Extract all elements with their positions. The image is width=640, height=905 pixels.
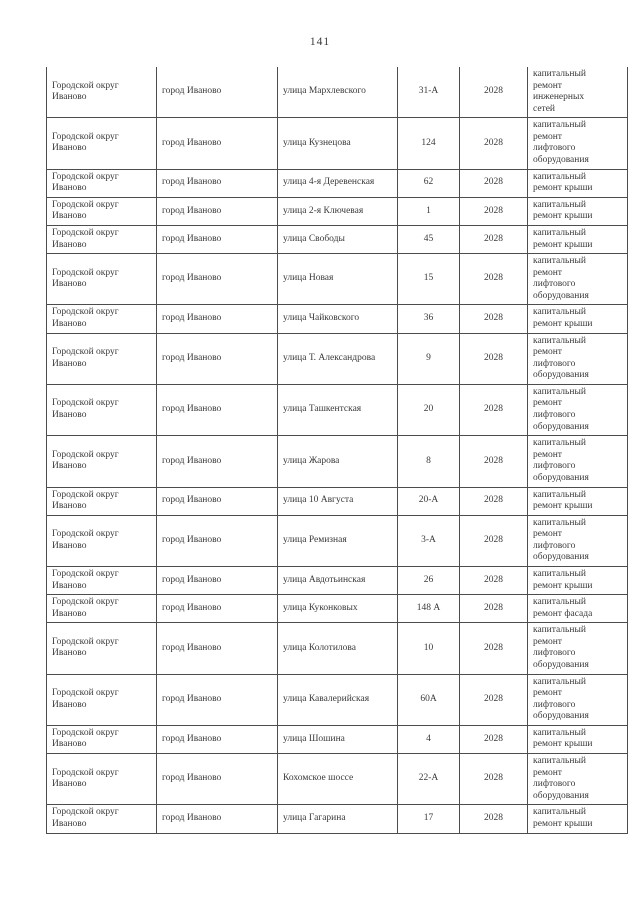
cell-street: улица Куконковых [278, 595, 398, 623]
work-text: капитальный ремонт лифтового оборудования [533, 335, 589, 381]
table-row [47, 333, 628, 384]
cell-year: 2028 [460, 254, 528, 305]
cell-work [528, 169, 628, 197]
cell-street: улица Чайковского [278, 305, 398, 333]
table-row [47, 805, 628, 833]
cell-district: Городской округ Иваново [47, 169, 157, 197]
cell-work [528, 118, 628, 169]
table-row [47, 566, 628, 594]
cell-city: город Иваново [157, 754, 278, 805]
cell-year: 2028 [460, 384, 528, 435]
cell-district: Городской округ Иваново [47, 725, 157, 753]
cell-city: город Иваново [157, 67, 278, 118]
cell-district: Городской округ Иваново [47, 623, 157, 674]
cell-district: Городской округ Иваново [47, 595, 157, 623]
cell-house: 36 [398, 305, 460, 333]
cell-year: 2028 [460, 623, 528, 674]
work-text: капитальный ремонт лифтового оборудования [533, 386, 589, 432]
cell-house: 9 [398, 333, 460, 384]
cell-work [528, 254, 628, 305]
cell-house: 124 [398, 118, 460, 169]
cell-street: улица Авдотьинская [278, 566, 398, 594]
table-row [47, 118, 628, 169]
cell-year: 2028 [460, 436, 528, 487]
work-text: капитальный ремонт крыши [533, 489, 593, 512]
cell-city: город Иваново [157, 333, 278, 384]
cell-year: 2028 [460, 333, 528, 384]
cell-city: город Иваново [157, 225, 278, 253]
repair-plan-table [46, 67, 628, 834]
cell-year: 2028 [460, 805, 528, 833]
cell-street: улица Свободы [278, 225, 398, 253]
table-row [47, 754, 628, 805]
cell-year: 2028 [460, 118, 528, 169]
cell-house: 22-А [398, 754, 460, 805]
work-text: капитальный ремонт крыши [533, 807, 593, 829]
table-row [47, 197, 628, 225]
cell-street: Кохомское шоссе [278, 754, 398, 805]
table-row [47, 725, 628, 753]
cell-work [528, 67, 628, 118]
cell-house: 31-А [398, 67, 460, 118]
cell-street: улица Колотилова [278, 623, 398, 674]
cell-house: 8 [398, 436, 460, 487]
cell-city: город Иваново [157, 118, 278, 169]
cell-house: 3-А [398, 515, 460, 566]
cell-district: Городской округ Иваново [47, 674, 157, 725]
table-row [47, 674, 628, 725]
table-row [47, 623, 628, 674]
cell-year: 2028 [460, 515, 528, 566]
cell-work [528, 595, 628, 623]
table-row [47, 67, 628, 118]
work-text: капитальный ремонт инженерных сетей [533, 69, 586, 114]
cell-street: улица Кавалерийская [278, 674, 398, 725]
cell-city: город Иваново [157, 566, 278, 594]
cell-work [528, 333, 628, 384]
cell-city: город Иваново [157, 805, 278, 833]
table-row [47, 384, 628, 435]
cell-district: Городской округ Иваново [47, 384, 157, 435]
cell-house: 4 [398, 725, 460, 753]
cell-house: 10 [398, 623, 460, 674]
cell-work [528, 725, 628, 753]
cell-work [528, 487, 628, 515]
cell-city: город Иваново [157, 169, 278, 197]
work-text: капитальный ремонт лифтового оборудования [533, 256, 589, 301]
cell-work [528, 515, 628, 566]
cell-city: город Иваново [157, 623, 278, 674]
table-row [47, 225, 628, 253]
cell-city: город Иваново [157, 725, 278, 753]
cell-house: 20 [398, 384, 460, 435]
cell-district: Городской округ Иваново [47, 225, 157, 253]
cell-work [528, 384, 628, 435]
table-row [47, 487, 628, 515]
work-text: капитальный ремонт крыши [533, 227, 593, 250]
work-text: капитальный ремонт лифтового оборудования [533, 517, 589, 563]
cell-district: Городской округ Иваново [47, 754, 157, 805]
work-text: капитальный ремонт лифтового оборудования [533, 676, 589, 722]
cell-street: улица Ремизная [278, 515, 398, 566]
cell-year: 2028 [460, 674, 528, 725]
work-text: капитальный ремонт крыши [533, 727, 593, 750]
cell-year: 2028 [460, 725, 528, 753]
cell-city: город Иваново [157, 515, 278, 566]
cell-year: 2028 [460, 225, 528, 253]
cell-year: 2028 [460, 595, 528, 623]
cell-city: город Иваново [157, 305, 278, 333]
cell-district: Городской округ Иваново [47, 566, 157, 594]
cell-city: город Иваново [157, 436, 278, 487]
cell-district: Городской округ Иваново [47, 436, 157, 487]
cell-district: Городской округ Иваново [47, 118, 157, 169]
cell-street: улица Т. Александрова [278, 333, 398, 384]
cell-year: 2028 [460, 197, 528, 225]
cell-work [528, 754, 628, 805]
work-text: капитальный ремонт лифтового оборудования [533, 756, 589, 801]
cell-work [528, 436, 628, 487]
work-text: капитальный ремонт лифтового оборудования [533, 120, 589, 166]
cell-house: 15 [398, 254, 460, 305]
cell-house: 20-А [398, 487, 460, 515]
table-row [47, 515, 628, 566]
cell-work [528, 623, 628, 674]
table-row [47, 254, 628, 305]
cell-work [528, 225, 628, 253]
cell-year: 2028 [460, 67, 528, 118]
cell-street: улица Мархлевского [278, 67, 398, 118]
cell-house: 45 [398, 225, 460, 253]
work-text: капитальный ремонт крыши [533, 307, 593, 329]
cell-work [528, 566, 628, 594]
cell-district: Городской округ Иваново [47, 515, 157, 566]
cell-district: Городской округ Иваново [47, 333, 157, 384]
cell-house: 148 А [398, 595, 460, 623]
cell-street: улица 2-я Ключевая [278, 197, 398, 225]
cell-house: 17 [398, 805, 460, 833]
cell-house: 60А [398, 674, 460, 725]
cell-house: 62 [398, 169, 460, 197]
work-text: капитальный ремонт крыши [533, 199, 593, 222]
work-text: капитальный ремонт лифтового оборудования [533, 438, 589, 483]
cell-city: город Иваново [157, 674, 278, 725]
work-text: капитальный ремонт крыши [533, 171, 593, 194]
cell-district: Городской округ Иваново [47, 305, 157, 333]
cell-district: Городской округ Иваново [47, 254, 157, 305]
cell-street: улица 10 Августа [278, 487, 398, 515]
cell-district: Городской округ Иваново [47, 487, 157, 515]
cell-year: 2028 [460, 487, 528, 515]
cell-street: улица Новая [278, 254, 398, 305]
cell-district: Городской округ Иваново [47, 67, 157, 118]
work-text: капитальный ремонт фасада [533, 597, 593, 619]
cell-city: город Иваново [157, 254, 278, 305]
cell-street: улица Шошина [278, 725, 398, 753]
cell-work [528, 805, 628, 833]
work-text: капитальный ремонт лифтового оборудования [533, 625, 589, 671]
cell-work [528, 674, 628, 725]
cell-city: город Иваново [157, 384, 278, 435]
cell-district: Городской округ Иваново [47, 805, 157, 833]
table-row [47, 436, 628, 487]
page-number: 141 [309, 36, 331, 48]
table-row [47, 595, 628, 623]
cell-year: 2028 [460, 754, 528, 805]
cell-year: 2028 [460, 169, 528, 197]
cell-city: город Иваново [157, 197, 278, 225]
cell-year: 2028 [460, 305, 528, 333]
work-text: капитальный ремонт крыши [533, 568, 593, 591]
cell-work [528, 197, 628, 225]
cell-house: 1 [398, 197, 460, 225]
table-row [47, 305, 628, 333]
cell-house: 26 [398, 566, 460, 594]
cell-street: улица Кузнецова [278, 118, 398, 169]
cell-district: Городской округ Иваново [47, 197, 157, 225]
cell-year: 2028 [460, 566, 528, 594]
cell-street: улица Ташкентская [278, 384, 398, 435]
cell-city: город Иваново [157, 487, 278, 515]
cell-street: улица Гагарина [278, 805, 398, 833]
cell-work [528, 305, 628, 333]
cell-city: город Иваново [157, 595, 278, 623]
cell-street: улица Жарова [278, 436, 398, 487]
cell-street: улица 4-я Деревенская [278, 169, 398, 197]
table-row [47, 169, 628, 197]
